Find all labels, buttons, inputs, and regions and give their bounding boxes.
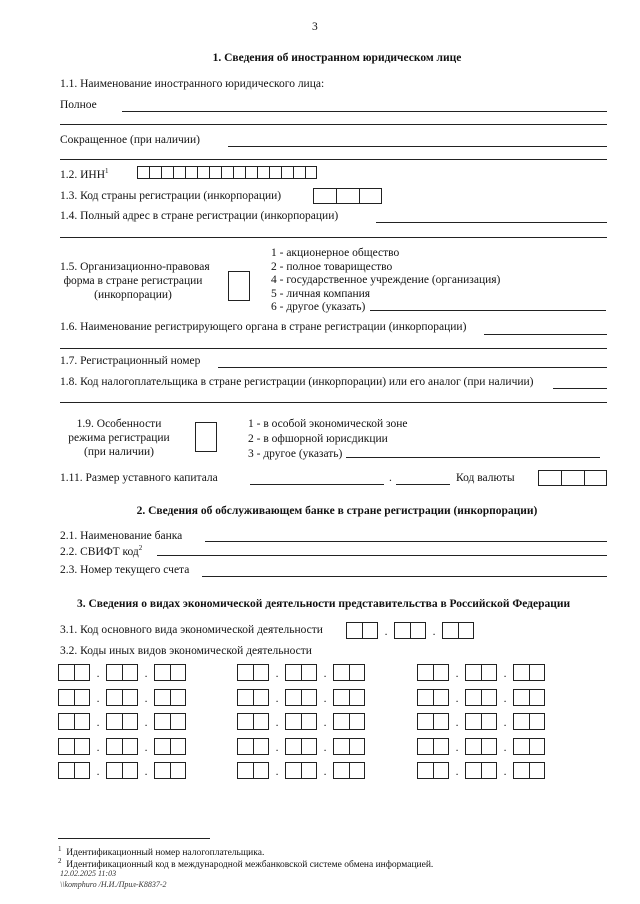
other-activities-label: 3.2. Коды иных видов экономической деятельности [60,645,312,657]
capital-label: 1.11. Размер уставного капитала [60,472,218,484]
org-form-options: 1 - акционерное общество 2 - полное товарищество 4 - государственное учреждение (организация) 5 - личная компания 6 - другое (указать) [271,247,501,313]
short-name-label: Сокращенное (при наличии) [60,134,200,146]
activity-code-group[interactable]: . . [237,689,365,706]
main-activity-label: 3.1. Код основного вида экономической деятельности [60,624,323,636]
activity-code-group[interactable]: . . [58,762,186,779]
footnote-1: $^1$ Идентификационный номер налогоплательщика. [58,845,265,859]
org-form-box[interactable] [228,271,250,301]
print-date: 12.02.2025 11:03 [60,869,117,878]
activity-code-group[interactable]: . . [237,738,365,755]
bank-name-label: 2.1. Наименование банка [60,530,183,542]
reg-number-label: 1.7. Регистрационный номер [60,355,201,367]
full-name-label: Полное [60,99,97,111]
activity-code-group[interactable]: . . [417,762,545,779]
bank-name-line[interactable] [205,541,607,542]
reg-authority-line-1[interactable] [484,334,607,335]
tax-code-line-2[interactable] [60,402,607,403]
regime-options: 1 - в особой экономической зоне 2 - в офшорной юрисдикции 3 - другое (указать) [248,418,408,460]
field-1-1-label: 1.1. Наименование иностранного юридического лица: [60,78,325,90]
currency-label: Код валюты [456,472,515,484]
main-activity-code[interactable]: . . [346,622,474,639]
reg-number-line[interactable] [218,367,607,368]
activity-code-group[interactable]: . . [417,738,545,755]
country-code-boxes[interactable] [313,188,382,204]
activity-code-group[interactable]: . . [58,664,186,681]
account-line[interactable] [202,576,607,577]
swift-label: 2.2. СВИФТ код$^2$ [60,544,143,558]
capital-integer-line[interactable] [250,484,384,485]
footnote-separator [58,838,210,839]
section2-title: 2. Сведения об обслуживающем банке в стране регистрации (инкорпорации) [136,505,538,517]
swift-line[interactable] [157,555,607,556]
activity-code-group[interactable]: . . [237,762,365,779]
country-code-label: 1.3. Код страны регистрации (инкорпорации) [60,190,282,202]
footnote-2: $^2$ Идентификационный код в международной межбанковской системе обмена информацией. [58,857,434,871]
activity-code-group[interactable]: . . [58,713,186,730]
org-form-other-line[interactable] [370,310,606,311]
inn-label: 1.2. ИНН$^1$ [60,167,109,181]
address-label: 1.4. Полный адрес в стране регистрации (инкорпорации) [60,210,339,222]
inn-boxes[interactable] [137,166,317,179]
full-name-line-2[interactable] [60,124,607,125]
activity-code-group[interactable]: . . [58,689,186,706]
account-label: 2.3. Номер текущего счета [60,564,190,576]
section3-title: 3. Сведения о видах экономической деятельности представительства в Российской Федерации [77,598,571,610]
tax-code-label: 1.8. Код налогоплательщика в стране регистрации (инкорпорации) или его аналог (при наличии) [60,376,534,388]
short-name-line-2[interactable] [60,159,607,160]
activity-code-group[interactable]: . . [58,738,186,755]
activity-code-group[interactable]: . . [417,713,545,730]
currency-boxes[interactable] [538,470,607,486]
regime-label: 1.9. Особенности режима регистрации (при наличии) [68,418,170,458]
reg-authority-line-2[interactable] [60,348,607,349]
regime-other-line[interactable] [346,457,600,458]
capital-fraction-line[interactable] [396,484,450,485]
reg-authority-label: 1.6. Наименование регистрирующего органа в стране регистрации (инкорпорации) [60,321,467,333]
activity-code-group[interactable]: . . [417,664,545,681]
section1-title: 1. Сведения об иностранном юридическом лице [212,52,462,64]
activity-code-group[interactable]: . . [237,713,365,730]
org-form-label: 1.5. Организационно-правовая форма в стране регистрации (инкорпорации) [60,261,210,301]
activity-code-group[interactable]: . . [237,664,365,681]
activity-code-group[interactable]: . . [417,689,545,706]
page-number: 3 [312,21,318,33]
short-name-line-1[interactable] [228,146,607,147]
address-line-2[interactable] [60,237,607,238]
file-path: \\komphuro /Н.И./Прил-К8837-2 [60,880,167,889]
address-line-1[interactable] [376,222,607,223]
tax-code-line-1[interactable] [553,388,607,389]
full-name-line-1[interactable] [122,111,607,112]
capital-dot: . [389,472,392,484]
regime-box[interactable] [195,422,217,452]
